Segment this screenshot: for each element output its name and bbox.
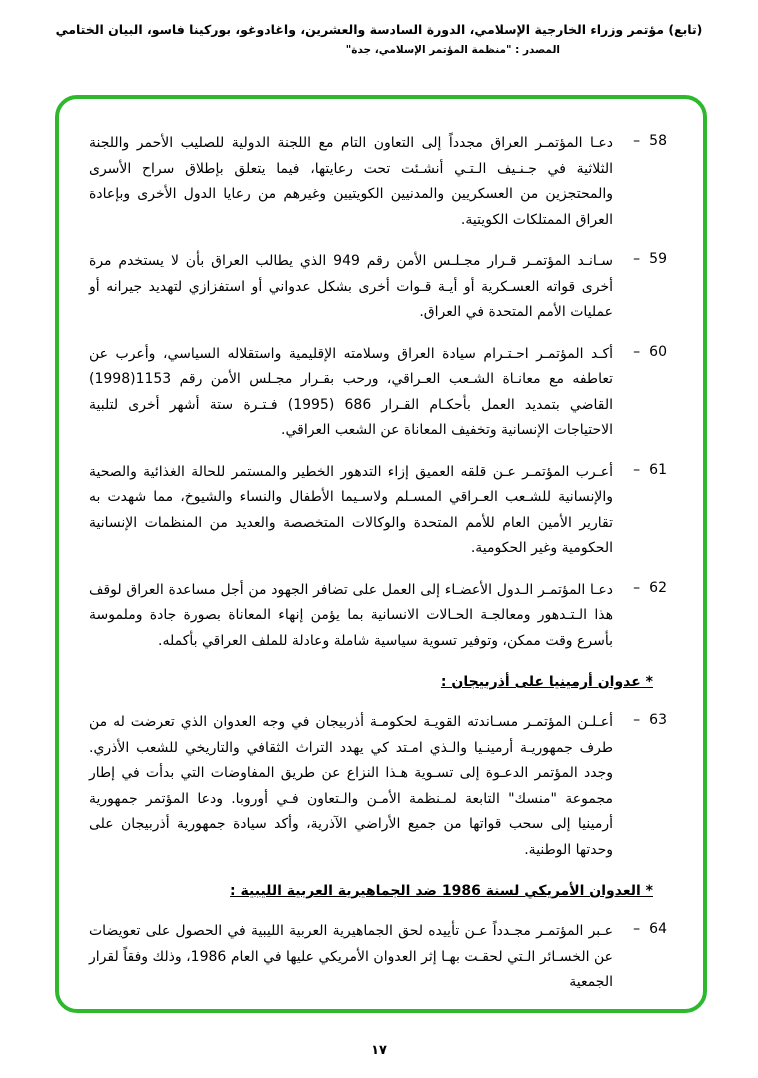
item-number — [613, 460, 667, 562]
item-number — [613, 578, 667, 655]
section-heading — [89, 674, 653, 690]
page-number: ١٧ — [371, 1043, 387, 1058]
item-number-value: 58 — [649, 133, 667, 149]
item-number-value: 59 — [649, 251, 667, 267]
item-number-value: 61 — [649, 461, 667, 478]
item-number-value: 62 — [649, 579, 667, 596]
section-heading-text: * عدوان أرمينيا على أذربيجان : — [440, 674, 653, 690]
header-source: المصدر : "منظمة المؤتمر الإسلامي، جدة" — [345, 44, 560, 56]
item-number-value: 60 — [649, 343, 667, 360]
section-heading — [89, 883, 653, 899]
item-text: أكـد المؤتمـر احـتـرام سيادة العراق وسلامته الإقليمية واستقلاله السياسي، وأعرب عن تعاطفه مع معانـاة الشـعب العـراقي، ورحب بقـرار مجـلس الأمن رقم 1153(1998) القاضي بتمديد العمل بأحكـام القـرار 686 (1995) فـتـرة ستة أشهر أخرى لتلبية الاحتياجات الإنسانية وتخفيف المعاناة عن الشعب العراقي. — [89, 345, 613, 438]
list-item — [89, 710, 667, 863]
list-item — [89, 249, 667, 326]
page-footer — [0, 1043, 758, 1058]
item-number-dash: – — [633, 579, 641, 596]
item-text: دعـا المؤتمـر الـدول الأعضـاء إلى العمل على تضافر الجهود من أجل مساعدة العراق لوقف هذا الـتـدهور ومعالجـة الحـالات الانسانية بما يؤمن إنهاء المعاناة بصورة جادة وملموسة بأسرع وقت ممكن، وتوفير تسوية سياسية شاملة وعادلة للملف العراقي بأكمله. — [89, 581, 613, 649]
header-title: (تابع) مؤتمر وزراء الخارجية الإسلامي، الدورة السادسة والعشرين، واغادوغو، بوركينا فاسو، البيان الختامي — [55, 22, 703, 37]
item-number-dash: – — [633, 461, 641, 478]
item-number-dash: – — [633, 133, 641, 149]
item-number — [613, 710, 667, 863]
item-text: سـانـد المؤتمـر قـرار مجـلـس الأمن رقم 949 الذي يطالب العراق بأن لا يستخدم مرة أخرى قواته العسـكرية أو أيـة قـوات أخرى بشكل عدواني أو استفزازي لتهديد جيرانه أو عمليات الأمم المتحدة في العراق. — [89, 253, 613, 320]
list-item — [89, 578, 667, 655]
item-text: عـبر المؤتمـر مجـدداً عـن تأييده لحق الجماهيرية العربية الليبية في الحصول على تعويضات عن الخسـائر الـتي لحقـت بهـا إثر العدوان الأمريكي عليها في العام 1986، وذلك وفقاً لقرار الجمعية — [89, 923, 613, 990]
item-number — [613, 342, 667, 444]
item-number-value: 63 — [649, 712, 667, 728]
item-text: دعـا المؤتمـر العراق مجدداً إلى التعاون التام مع اللجنة الدولية للصليب الأحمر واللجنة الثلاثية في جـنـيف الـتـي أنشـئت تحت رعايتها، فيما يتعلق بإطلاق سراح الأسرى والمحتجزين من العسكريين والمدنيين الكويتيين وغيرهم من رعايا الدول الأخرى وبإعادة العراق الممتلكات الكويتية. — [89, 135, 613, 228]
item-number — [613, 249, 667, 326]
document-header — [0, 0, 758, 56]
content-border-box — [55, 95, 707, 1013]
content-blocks — [89, 131, 667, 996]
list-item — [89, 919, 667, 996]
list-item — [89, 342, 667, 444]
list-item — [89, 131, 667, 233]
item-number-dash: – — [633, 251, 641, 267]
item-number-dash: – — [633, 712, 641, 728]
item-number — [613, 919, 667, 996]
item-text: أعـرب المؤتمـر عـن قلقه العميق إزاء التدهور الخطير والمستمر للحالة الغذائية والصحية والإنسانية للشـعب العـراقي المسـلم ولاسـيما الأطفال والنساء والشيوخ، مما شهدت به تقارير الأمين العام للأمم المتحدة والوكالات المتخصصة والعديد من المنظمات الإنسانية الحكومية وغير الحكومية. — [89, 463, 613, 556]
section-heading-text: * العدوان الأمريكي لسنة 1986 ضد الجماهيرية العربية الليبية : — [230, 883, 653, 899]
item-text: أعـلـن المؤتمـر مسـاندته القويـة لحكومـة أذربيجان في وجه العدوان الذي تعرضت له من طرف جمهوريـة أرمينـيا والـذي امـتد كي يهدد التراث الثقافي والتاريخي للشعب الأذري. وجدد المؤتمر الدعـوة إلى تسـوية هـذا النزاع عن طريق المفاوضات التي بدأت في إطار مجموعة "منسك" التابعة لمـنظمة الأمـن والـتعاون فـي أوروبا. ودعا المؤتمر جمهورية أرمينيا إلى سحب قواتها من جميع الأراضي الآذرية، وأكد سيادة جمهورية أذربيجان على وحدتها الوطنية. — [89, 714, 613, 858]
item-number-dash: – — [633, 921, 641, 937]
item-number — [613, 131, 667, 233]
list-item — [89, 460, 667, 562]
item-number-value: 64 — [649, 921, 667, 937]
item-number-dash: – — [633, 343, 641, 360]
